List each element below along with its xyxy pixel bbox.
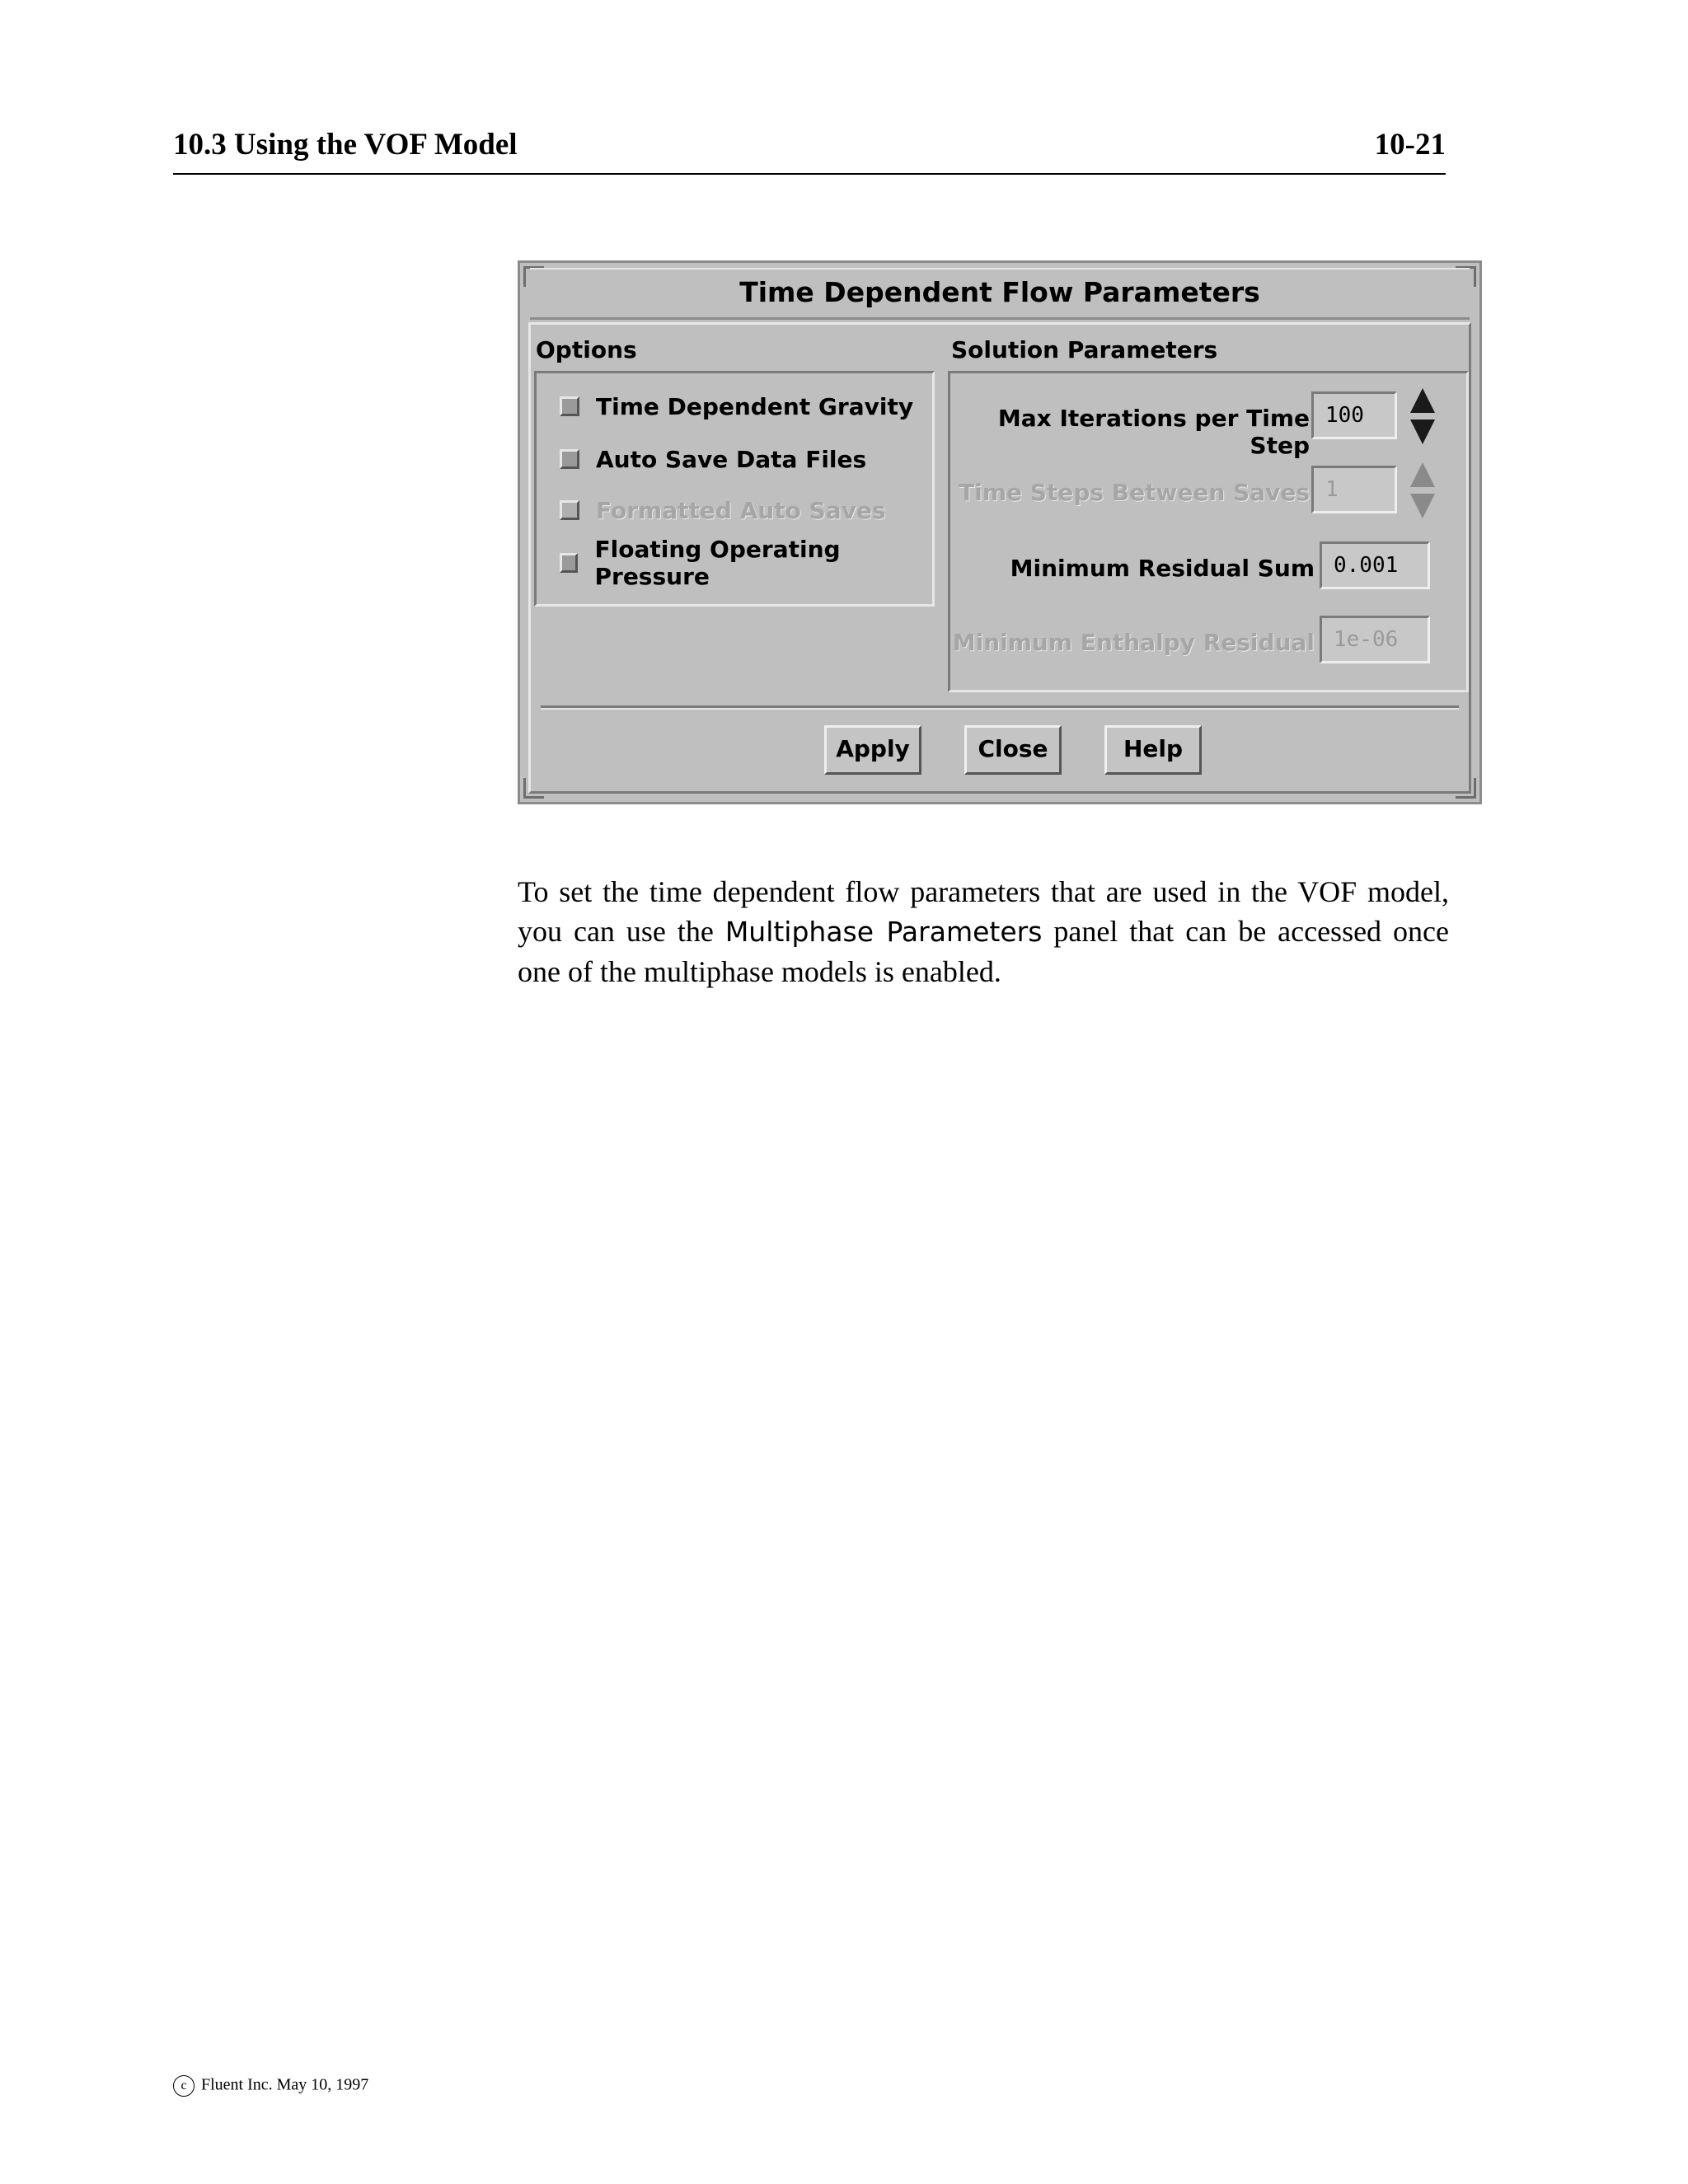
footer-text: Fluent Inc. May 10, 1997	[201, 2075, 369, 2094]
option-floating-operating-pressure[interactable]	[560, 536, 932, 590]
panel-name: Multiphase Parameters	[724, 916, 1043, 948]
arrow-up-icon[interactable]	[1410, 388, 1435, 413]
checkbox-icon	[560, 500, 579, 520]
section-title: 10.3 Using the VOF Model	[173, 128, 518, 162]
minimum-enthalpy-residual-field: 1e-06	[1320, 616, 1430, 663]
option-label: Auto Save Data Files	[596, 445, 867, 473]
checkbox-icon[interactable]	[560, 396, 579, 416]
minimum-residual-sum-label: Minimum Residual Sum	[1010, 555, 1315, 582]
option-formatted-auto-saves	[560, 494, 886, 527]
time-steps-spinner	[1409, 462, 1437, 520]
arrow-up-icon	[1410, 462, 1435, 487]
close-button[interactable]: Close	[964, 725, 1062, 775]
page-number: 10-21	[1374, 128, 1446, 162]
dialog-title: Time Dependent Flow Parameters	[530, 268, 1470, 320]
option-label: Formatted Auto Saves	[596, 496, 886, 524]
dialog-content	[528, 322, 1471, 794]
footer	[173, 2075, 368, 2097]
button-separator	[541, 705, 1459, 710]
copyright-icon: c	[173, 2075, 195, 2097]
options-groupbox	[534, 371, 935, 607]
arrow-down-icon	[1410, 494, 1435, 518]
option-time-dependent-gravity[interactable]	[560, 390, 913, 423]
arrow-down-icon[interactable]	[1410, 419, 1435, 444]
page-header	[173, 124, 1446, 175]
checkbox-icon[interactable]	[560, 553, 578, 573]
minimum-enthalpy-residual-label: Minimum Enthalpy Residual	[952, 629, 1315, 656]
help-button[interactable]: Help	[1104, 725, 1202, 775]
options-group-label: Options	[536, 336, 637, 363]
solution-parameters-groupbox	[948, 371, 1469, 692]
apply-button[interactable]: Apply	[824, 725, 921, 775]
checkbox-icon[interactable]	[560, 449, 579, 469]
time-dependent-flow-parameters-dialog	[518, 260, 1482, 804]
body-text-before: To set the time dependent flow parameters that are used in the VOF model, you can use the	[518, 875, 1449, 948]
max-iterations-field[interactable]: 100	[1311, 391, 1397, 439]
option-auto-save-data-files[interactable]	[560, 443, 866, 476]
body-text-after: panel that can be accessed once one of the multiphase models is enabled.	[518, 915, 1449, 988]
solution-parameters-group-label: Solution Parameters	[951, 336, 1218, 363]
body-paragraph	[518, 872, 1449, 991]
max-iterations-label: Max Iterations per Time Step	[997, 405, 1310, 459]
time-steps-between-saves-field: 1	[1311, 466, 1397, 513]
max-iterations-spinner[interactable]	[1409, 388, 1437, 446]
option-label: Time Dependent Gravity	[596, 392, 914, 420]
minimum-residual-sum-field[interactable]: 0.001	[1320, 541, 1430, 589]
time-steps-between-saves-label: Time Steps Between Saves	[959, 479, 1310, 506]
option-label: Floating Operating Pressure	[594, 536, 841, 590]
